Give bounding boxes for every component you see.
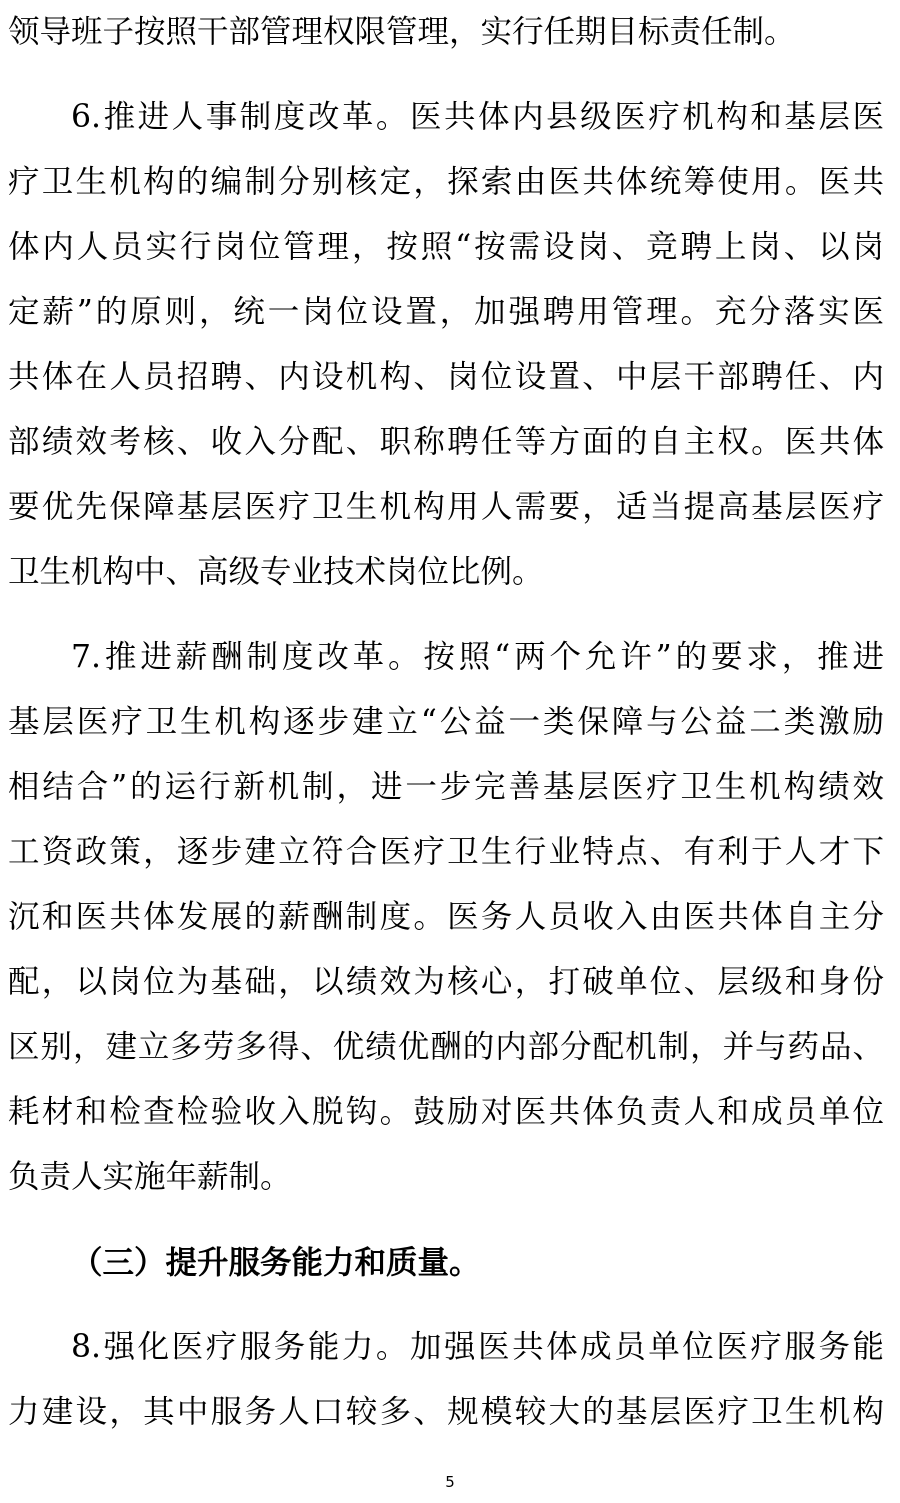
text-line: 沉和医共体发展的薪酬制度。医务人员收入由医共体自主分 — [8, 899, 884, 935]
paragraph-gap — [8, 65, 884, 85]
text-line: 要优先保障基层医疗卫生机构用人需要，适当提高基层医疗 — [8, 489, 884, 525]
text-line: 疗卫生机构的编制分别核定，探索由医共体统筹使用。医共 — [8, 164, 884, 200]
text-line: 区别，建立多劳多得、优绩优酬的内部分配机制，并与药品、 — [8, 1029, 884, 1065]
text-line: 配，以岗位为基础，以绩效为核心，打破单位、层级和身份 — [8, 964, 884, 1000]
paragraph-gap — [8, 605, 884, 625]
paragraph-item-8 — [8, 1315, 884, 1445]
text-line: 力建设，其中服务人口较多、规模较大的基层医疗卫生机构 — [8, 1394, 884, 1430]
paragraph-item-6 — [8, 85, 884, 605]
text-line: 6.推进人事制度改革。医共体内县级医疗机构和基层医 — [71, 99, 884, 135]
text-line: 7.推进薪酬制度改革。按照“两个允许”的要求，推进 — [71, 639, 884, 675]
text-line: 相结合”的运行新机制，进一步完善基层医疗卫生机构绩效 — [8, 769, 884, 805]
text-line: 8.强化医疗服务能力。加强医共体成员单位医疗服务能 — [71, 1329, 884, 1365]
paragraph-item-7 — [8, 625, 884, 1210]
section-heading: （三）提升服务能力和质量。 — [71, 1244, 481, 1281]
text-line: 基层医疗卫生机构逐步建立“公益一类保障与公益二类激励 — [8, 704, 884, 740]
document-body — [8, 0, 884, 1445]
paragraph-gap — [8, 1295, 884, 1315]
text-line: 耗材和检查检验收入脱钩。鼓励对医共体负责人和成员单位 — [8, 1094, 884, 1130]
text-line: 定薪”的原则，统一岗位设置，加强聘用管理。充分落实医 — [8, 294, 884, 330]
continuation-line: 领导班子按照干部管理权限管理，实行任期目标责任制。 — [8, 14, 796, 50]
page-number: 5 — [445, 1473, 455, 1491]
text-line: 体内人员实行岗位管理，按照“按需设岗、竞聘上岗、以岗 — [8, 229, 884, 265]
text-line: 负责人实施年薪制。 — [8, 1159, 292, 1195]
text-line: 部绩效考核、收入分配、职称聘任等方面的自主权。医共体 — [8, 424, 884, 460]
text-line: 共体在人员招聘、内设机构、岗位设置、中层干部聘任、内 — [8, 359, 884, 395]
text-line: 卫生机构中、高级专业技术岗位比例。 — [8, 554, 544, 590]
paragraph-gap — [8, 1210, 884, 1230]
text-line: 工资政策，逐步建立符合医疗卫生行业特点、有利于人才下 — [8, 834, 884, 870]
